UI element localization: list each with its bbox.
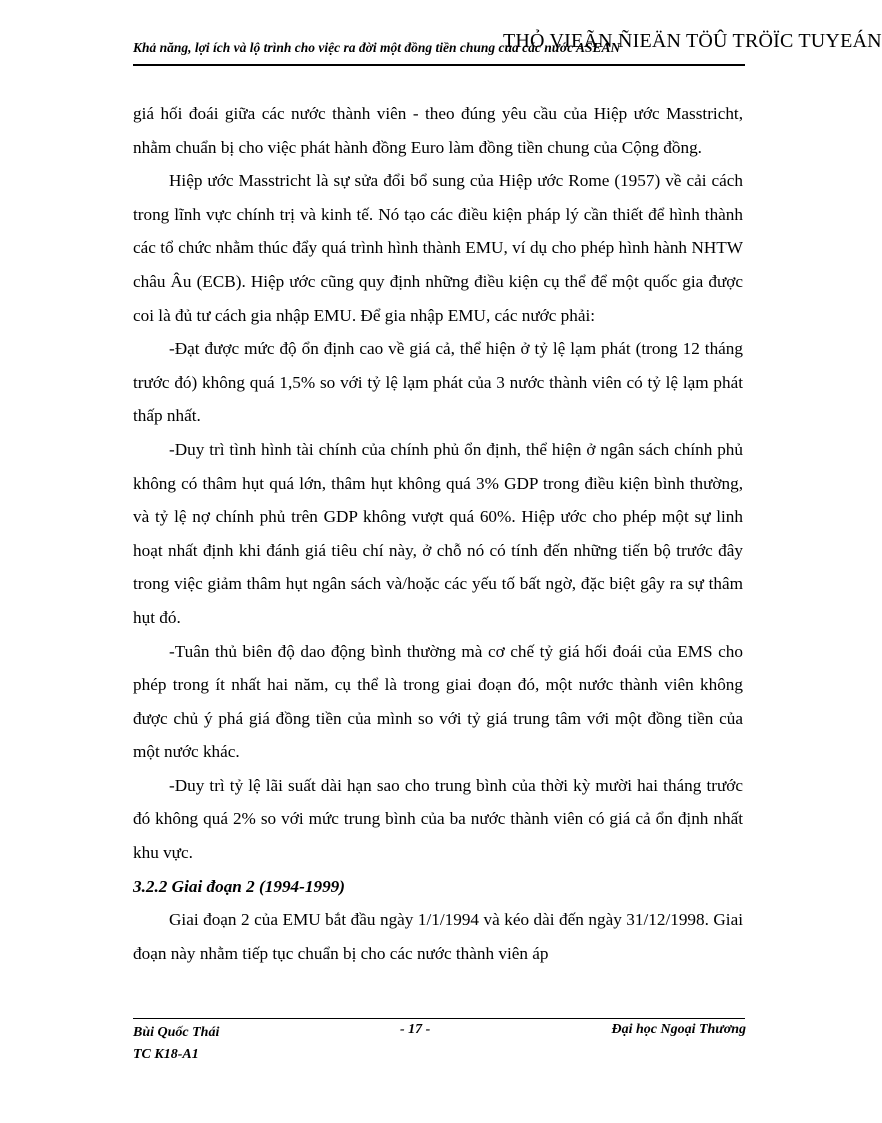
document-body bbox=[133, 97, 743, 970]
section-heading: 3.2.2 Giai đoạn 2 (1994-1999) bbox=[133, 876, 345, 896]
criterion-interest-rate: -Duy trì tỷ lệ lãi suất dài hạn sao cho trung bình của thời kỳ mười hai tháng trước đó không quá 2% so với mức trung bình của ba nước thành viên có giá cả ổn định nhất khu vực. bbox=[133, 775, 743, 863]
section-paragraph: Giai đoạn 2 của EMU bắt đầu ngày 1/1/1994 và kéo dài đến ngày 31/12/1998. Giai đoạn này nhằm tiếp tục chuẩn bị cho các nước thành viên áp bbox=[133, 910, 743, 963]
page-number: - 17 - bbox=[400, 1022, 431, 1037]
footer-author-block bbox=[133, 1022, 219, 1066]
page-header bbox=[133, 30, 882, 66]
footer-class: TC K18-A1 bbox=[133, 1047, 199, 1062]
header-divider bbox=[133, 64, 745, 66]
criterion-exchange-rate: -Tuân thủ biên độ dao động bình thường mà cơ chế tỷ giá hối đoái của EMS cho phép trong ít nhất hai năm, cụ thể là trong giai đoạn đó, một nước thành viên không được chủ ý phá giá đồng tiền của mình so với tỷ giá trung tâm với một đồng tiền của một nước khác. bbox=[133, 641, 743, 762]
footer-author: Bùi Quốc Thái bbox=[133, 1025, 220, 1040]
header-title: Khả năng, lợi ích và lộ trình cho việc ra đời một đồng tiền chung của các nước ASEAN bbox=[133, 40, 621, 55]
paragraph-2: Hiệp ước Masstricht là sự sửa đổi bổ sung của Hiệp ước Rome (1957) về cải cách trong lĩnh vực chính trị và kinh tế. Nó tạo các điều kiện pháp lý cần thiết để hình thành các tổ chức nhằm thúc đẩy quá trình hình thành EMU, ví dụ cho phép hình hành NHTW châu Âu (ECB). Hiệp ước cũng quy định những điều kiện cụ thể để một quốc gia được coi là đủ tư cách gia nhập EMU. Để gia nhập EMU, các nước phải: bbox=[133, 171, 743, 325]
footer-school: Đại học Ngoại Thương bbox=[611, 1022, 746, 1037]
paragraph-1: giá hối đoái giữa các nước thành viên - theo đúng yêu cầu của Hiệp ước Masstricht, nhằm chuẩn bị cho việc phát hành đồng Euro làm đồng tiền chung của Cộng đồng. bbox=[133, 104, 743, 157]
header-watermark: THỎ VIEÃN ÑIEÄN TÖÛ TRÖÏC TUYEÁN bbox=[503, 30, 882, 52]
criterion-inflation: -Đạt được mức độ ổn định cao về giá cả, thể hiện ở tỷ lệ lạm phát (trong 12 tháng trước đó) không quá 1,5% so với tỷ lệ lạm phát của 3 nước thành viên có tỷ lệ lạm phát thấp nhất. bbox=[133, 339, 743, 426]
criterion-budget: -Duy trì tình hình tài chính của chính phủ ổn định, thể hiện ở ngân sách chính phủ không có thâm hụt quá lớn, thâm hụt không quá 3% GDP trong điều kiện bình thường, và tỷ lệ nợ chính phủ trên GDP không vượt quá 60%. Hiệp ước cho phép một sự linh hoạt nhất định khi đánh giá tiêu chí này, ở chỗ nó có tính đến những tiến bộ trước đây trong việc giảm thâm hụt ngân sách và/hoặc các yếu tố bất ngờ, đặc biệt gây ra sự thâm hụt đó. bbox=[133, 439, 743, 627]
footer-divider bbox=[133, 1018, 745, 1019]
